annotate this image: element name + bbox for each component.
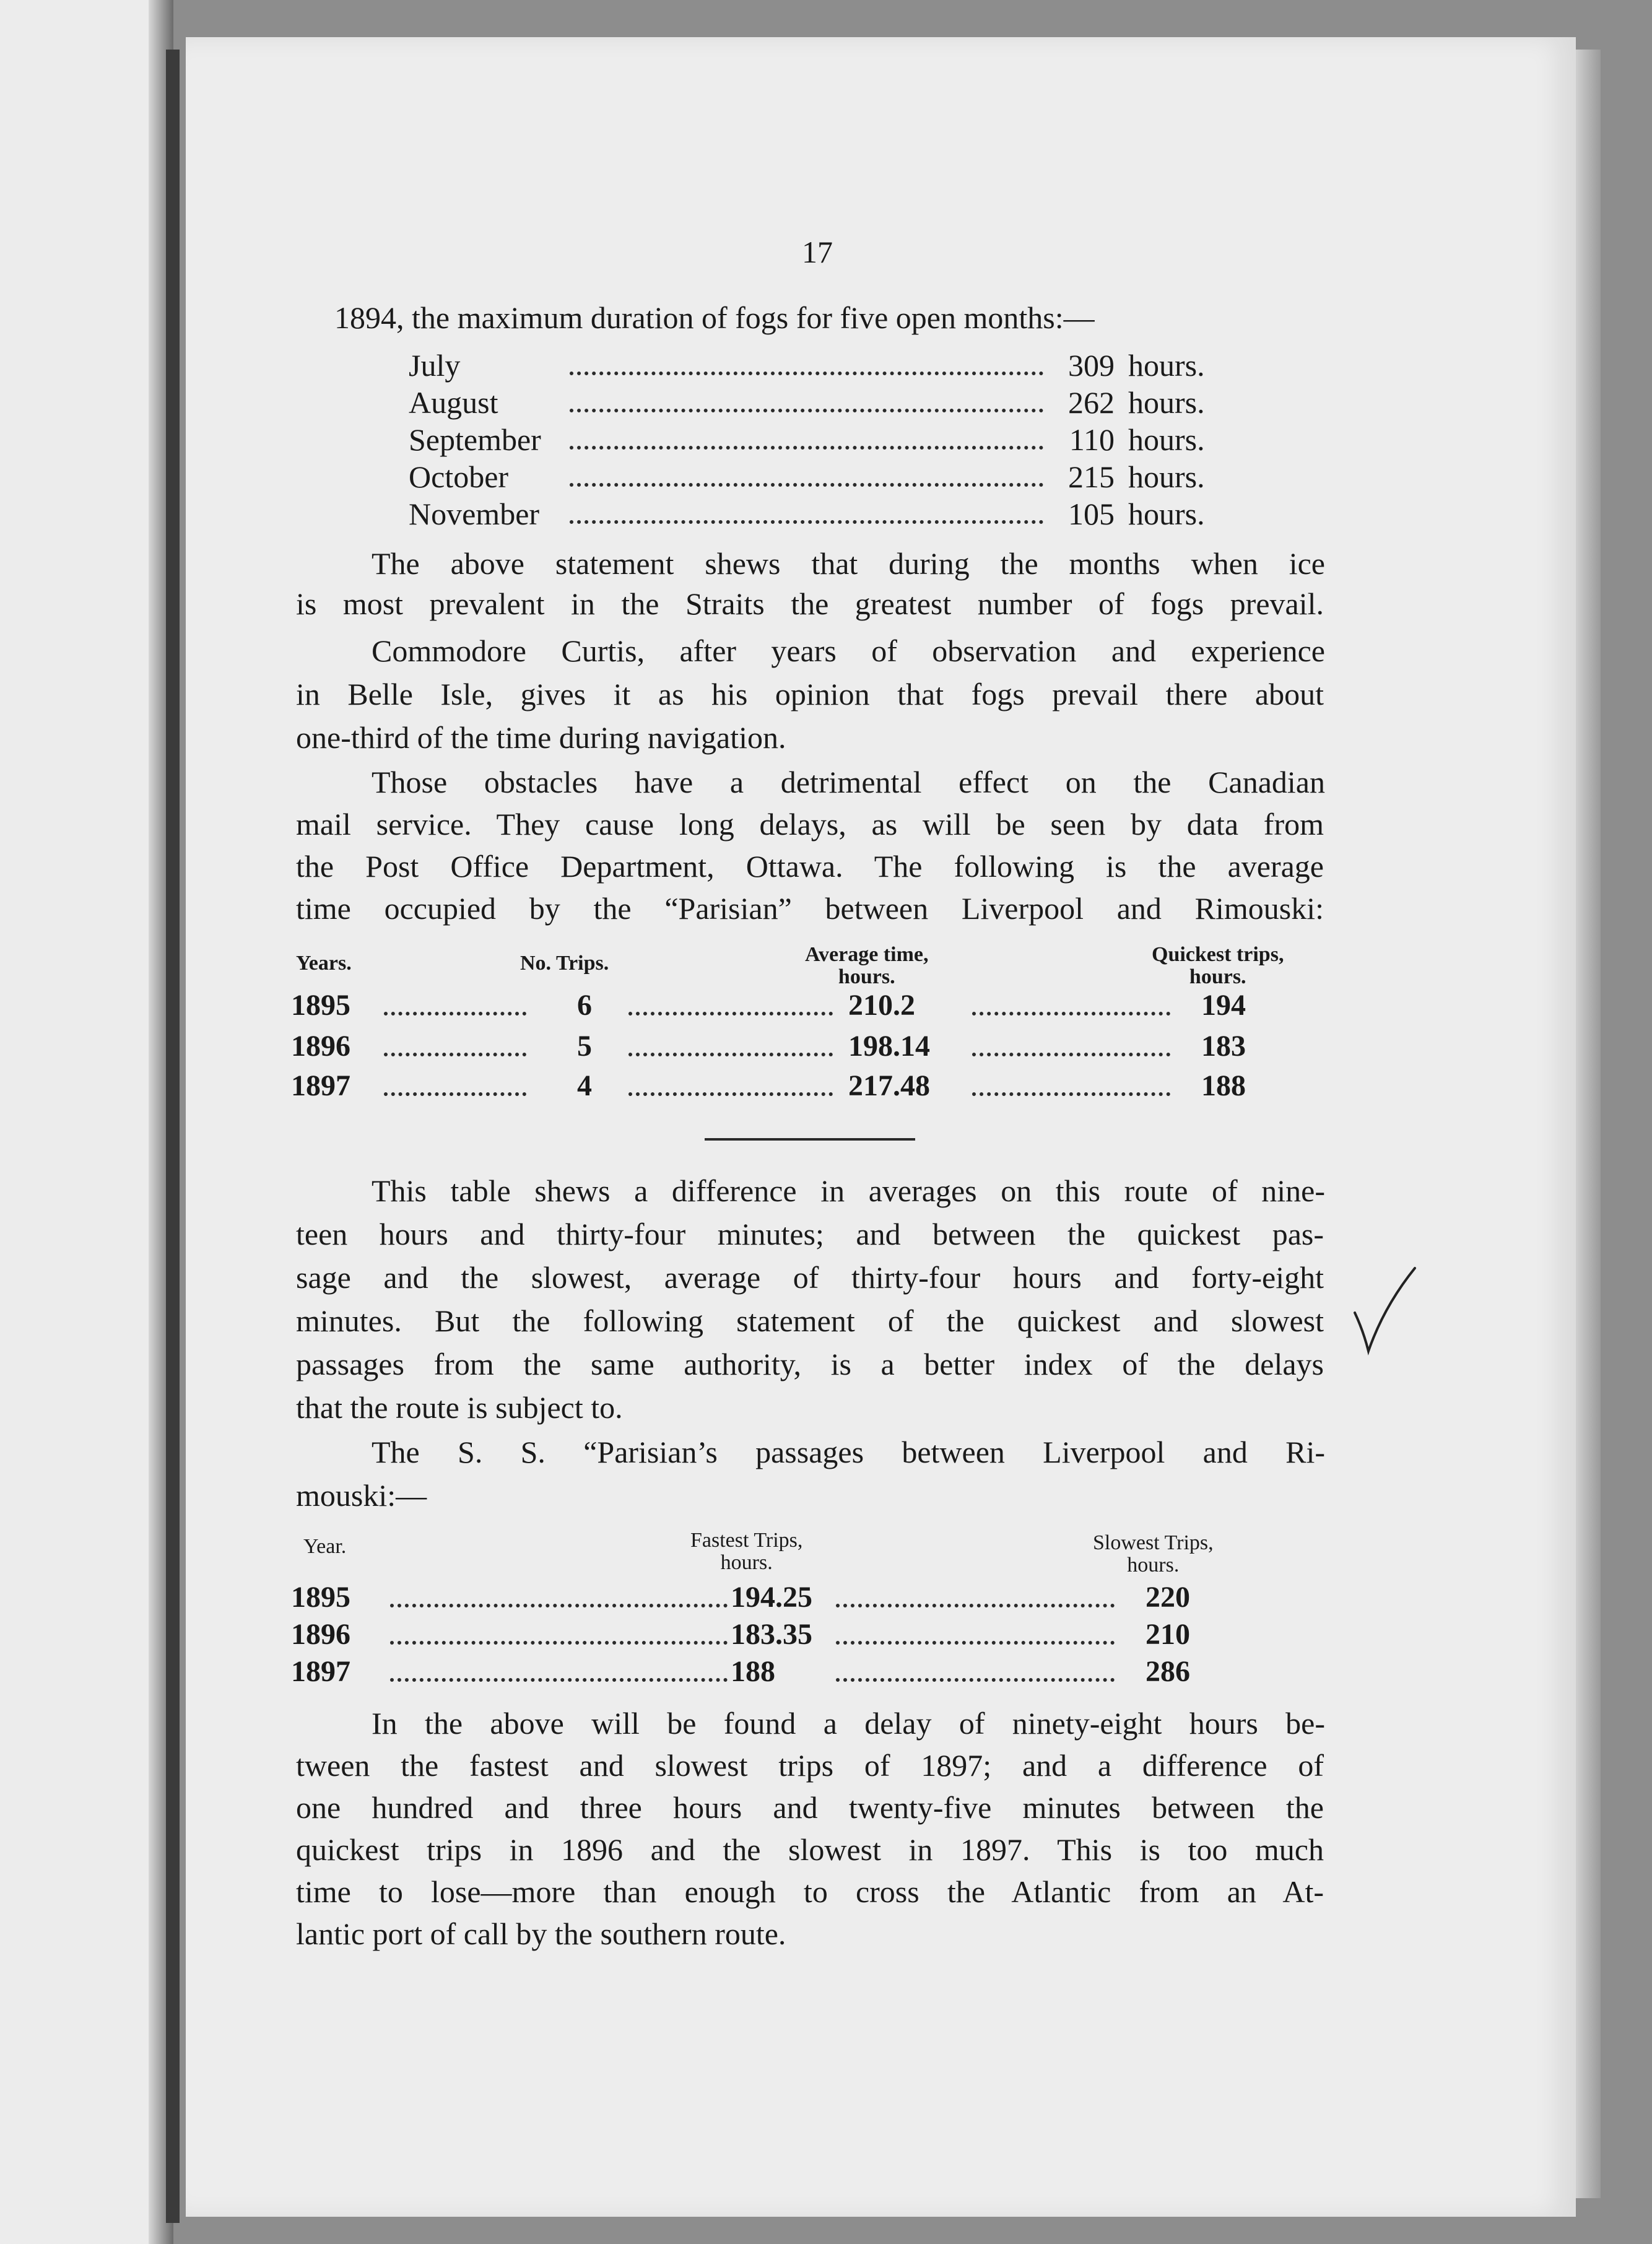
- dot-leader: [628, 1012, 833, 1015]
- cell-year: 1897: [291, 1069, 350, 1102]
- paragraph-line: one hundred and three hours and twenty-five minutes between the: [296, 1790, 1324, 1825]
- month-value: 215: [1068, 459, 1115, 494]
- dot-leader: [570, 483, 1043, 487]
- dot-leader: [390, 1604, 728, 1607]
- page-number: 17: [802, 235, 833, 269]
- month-unit: hours.: [1128, 422, 1205, 457]
- dot-leader: [836, 1641, 1115, 1645]
- cell-average: 210.2: [848, 989, 915, 1022]
- cell-average: 198.14: [848, 1030, 930, 1063]
- page-edge: [1576, 50, 1601, 2198]
- paragraph-line: passages from the same authority, is a better index of the delays: [296, 1347, 1324, 1381]
- dot-leader: [972, 1092, 1170, 1096]
- cell-quickest: 194: [1201, 989, 1246, 1022]
- paragraph-line: teen hours and thirty-four minutes; and between the quickest pas-: [296, 1217, 1324, 1251]
- paragraph-line: This table shews a difference in averages on this route of nine-: [372, 1173, 1325, 1208]
- paragraph-line: quickest trips in 1896 and the slowest in 1897. This is too much: [296, 1832, 1324, 1867]
- paragraph-line: sage and the slowest, average of thirty-four hours and forty-eight: [296, 1260, 1324, 1295]
- paragraph-line: Commodore Curtis, after years of observation and experience: [372, 633, 1325, 668]
- cell-trips: 6: [577, 989, 592, 1022]
- table-header-quickest-unit: hours.: [1189, 965, 1246, 988]
- cell-slowest: 286: [1146, 1655, 1190, 1688]
- dot-leader: [390, 1641, 728, 1645]
- table-header-fastest-unit: hours.: [720, 1550, 773, 1574]
- table-header-fastest-label: Fastest Trips,: [690, 1529, 803, 1552]
- month-value: 262: [1068, 385, 1115, 420]
- cell-slowest: 220: [1146, 1581, 1190, 1614]
- table-row: [291, 1068, 1269, 1105]
- paragraph-line: The S. S. “Parisian’s passages between Liverpool and Ri-: [372, 1435, 1325, 1469]
- paragraph-line: mail service. They cause long delays, as will be seen by data from: [296, 807, 1324, 842]
- dot-leader: [384, 1012, 526, 1015]
- table-header-average-label: Average time,: [805, 943, 929, 966]
- dot-leader: [384, 1053, 526, 1056]
- month-value: 309: [1068, 348, 1115, 383]
- paragraph-line: time to lose—more than enough to cross the Atlantic from an At-: [296, 1874, 1324, 1909]
- table-header-average-unit: hours.: [838, 965, 895, 988]
- cell-fastest: 183.35: [731, 1618, 812, 1651]
- cell-slowest: 210: [1146, 1618, 1190, 1651]
- paragraph-line: minutes. But the following statement of the quickest and slowest: [296, 1303, 1324, 1338]
- dot-leader: [836, 1678, 1115, 1682]
- table-row: [291, 1653, 1269, 1690]
- month-label: September: [409, 422, 541, 457]
- table-header-trips: No. Trips.: [520, 952, 609, 975]
- paragraph-line: Those obstacles have a detrimental effect on the Canadian: [372, 765, 1325, 799]
- table-row: [291, 1616, 1269, 1653]
- list-item: [409, 495, 1226, 533]
- cell-year: 1897: [291, 1655, 350, 1688]
- table-header-quickest: [1152, 944, 1284, 988]
- dot-leader: [570, 446, 1043, 450]
- list-item: [409, 458, 1226, 495]
- dot-leader: [972, 1012, 1170, 1015]
- table-header-slowest: [1093, 1532, 1214, 1576]
- cell-year: 1895: [291, 1581, 350, 1614]
- cell-fastest: 194.25: [731, 1581, 812, 1614]
- cell-year: 1896: [291, 1030, 350, 1063]
- dot-leader: [628, 1092, 833, 1096]
- cell-average: 217.48: [848, 1069, 930, 1102]
- paragraph-line: is most prevalent in the Straits the greatest number of fogs prevail.: [296, 586, 1324, 621]
- month-unit: hours.: [1128, 497, 1205, 531]
- dot-leader: [570, 520, 1043, 524]
- paragraph-line: the Post Office Department, Ottawa. The following is the average: [296, 849, 1324, 884]
- paragraph-line: in Belle Isle, gives it as his opinion that fogs prevail there about: [296, 677, 1324, 711]
- table-row: [291, 1579, 1269, 1616]
- cell-year: 1895: [291, 989, 350, 1022]
- cell-quickest: 183: [1201, 1030, 1246, 1063]
- list-item: [409, 384, 1226, 421]
- dot-leader: [628, 1053, 833, 1056]
- paragraph-line: lantic port of call by the southern route.: [296, 1916, 786, 1951]
- dot-leader: [570, 372, 1043, 375]
- table-header-slowest-label: Slowest Trips,: [1093, 1531, 1214, 1554]
- month-unit: hours.: [1128, 385, 1205, 420]
- paragraph-line: that the route is subject to.: [296, 1390, 623, 1425]
- cell-fastest: 188: [731, 1655, 775, 1688]
- dot-leader: [836, 1604, 1115, 1607]
- dot-leader: [972, 1053, 1170, 1056]
- section-divider: [705, 1138, 915, 1141]
- month-label: November: [409, 497, 540, 531]
- paragraph-line: The above statement shews that during the months when ice: [372, 546, 1325, 581]
- cell-trips: 5: [577, 1030, 592, 1063]
- month-unit: hours.: [1128, 348, 1205, 383]
- month-value: 110: [1069, 422, 1115, 457]
- month-label: July: [409, 348, 461, 383]
- paragraph-line: mouski:—: [296, 1478, 427, 1513]
- paragraph-line: time occupied by the “Parisian” between Liverpool and Rimouski:: [296, 891, 1324, 926]
- book-gutter: [166, 50, 180, 2223]
- cell-trips: 4: [577, 1069, 592, 1102]
- intro-line: 1894, the maximum duration of fogs for five open months:—: [334, 300, 1095, 335]
- dot-leader: [390, 1678, 728, 1682]
- table-row: [291, 1028, 1269, 1065]
- list-item: [409, 347, 1226, 384]
- left-page-edge: [0, 0, 155, 2244]
- check-mark-icon: [1350, 1263, 1418, 1356]
- list-item: [409, 421, 1226, 458]
- month-value: 105: [1068, 497, 1115, 531]
- dot-leader: [384, 1092, 526, 1096]
- table-header-slowest-unit: hours.: [1127, 1553, 1180, 1576]
- paragraph-line: one-third of the time during navigation.: [296, 720, 786, 755]
- paragraph-line: tween the fastest and slowest trips of 1897; and a difference of: [296, 1748, 1324, 1783]
- table-header-fastest: [690, 1529, 802, 1573]
- table-row: [291, 987, 1269, 1024]
- table-header-quickest-label: Quickest trips,: [1152, 943, 1284, 966]
- table-header-average: [805, 944, 928, 988]
- paragraph-line: In the above will be found a delay of ninety-eight hours be-: [372, 1706, 1325, 1741]
- cell-year: 1896: [291, 1618, 350, 1651]
- month-label: October: [409, 459, 509, 494]
- cell-quickest: 188: [1201, 1069, 1246, 1102]
- month-unit: hours.: [1128, 459, 1205, 494]
- dot-leader: [570, 409, 1043, 412]
- table-header-years: Years.: [296, 952, 352, 975]
- table-header-year: Year.: [303, 1535, 347, 1558]
- month-label: August: [409, 385, 498, 420]
